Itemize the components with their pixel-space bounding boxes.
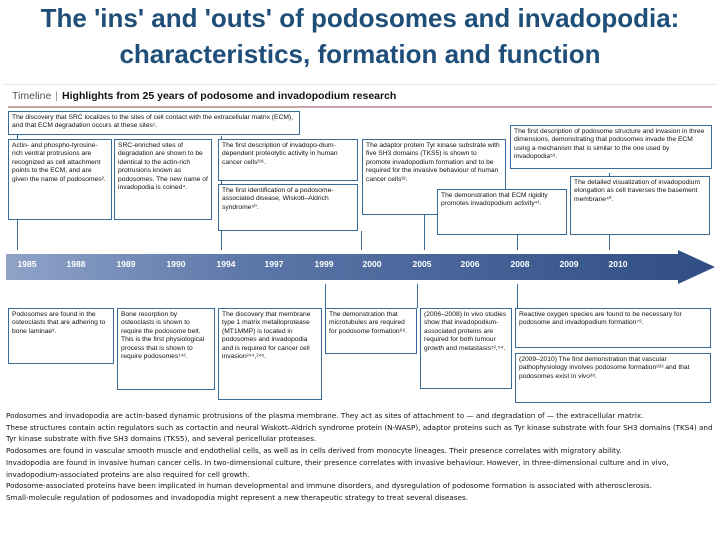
event-below-ros: Reactive oxygen species are found to be necessary for podosome and invadopodium formation⁷⁹.: [515, 308, 711, 348]
event-above-invadopodia-coined: SRC-enriched sites of degradation are shown to be identical to the actin-rich protrusions known as podosomes. The new name of invadopodia is coined⁴.: [114, 139, 212, 220]
year-label: 2010: [608, 259, 628, 269]
year-label: 1988: [66, 259, 86, 269]
timeline-heading-prefix: Timeline: [12, 90, 52, 102]
event-below-osteoclasts: Podosomes are found in the osteoclasts that are adhering to bone laminae³.: [8, 308, 114, 364]
event-above-3d-podosome: The first description of podosome structure and invasion in three dimensions, demonstrating that podosomes invade the ECM using a mechanism that is similar to the one used by invadopodia⁵³.: [510, 125, 712, 169]
key-points: [6, 410, 714, 504]
slide-title: [0, 0, 720, 72]
heading-rule: [8, 106, 712, 108]
year-label: 2000: [362, 259, 382, 269]
key-point: Podosomes and invadopodia are actin-based dynamic protrusions of the plasma membrane. They act as sites of attachment to — and degradation of — the extracellular matrix.: [6, 411, 644, 420]
year-label: 1999: [314, 259, 334, 269]
leader-line: [517, 235, 518, 250]
leader-line: [417, 284, 418, 308]
event-above-tks5: The adaptor protein Tyr kinase substrate with five SH3 domains (TKS5) is shown to promote invadopodium formation and to be required for the invasive behaviour of human cancer cells³².: [362, 139, 506, 215]
event-above-ecm-rigidity: The demonstration that ECM rigidity promotes invadopodium activity⁴¹.: [437, 189, 567, 235]
event-below-in-vivo-studies: (2006–2008) In vivo studies show that invadopodium-associated proteins are required for both tumour growth and metastasis⁵²,⁵⁴.: [420, 308, 512, 389]
year-label: 2008: [510, 259, 530, 269]
key-point: Podosome-associated proteins have been implicated in human developmental and immune disorders, and dysregulation of podosome formation is associated with atherosclerosis.: [6, 481, 652, 491]
event-above-wiskott-aldrich: The first identification of a podosome-associated disease, Wiskott–Aldrich syndrome⁵⁰.: [218, 184, 358, 231]
event-above-proteolytic-activity: The first description of invadopo-dium-dependent proteolytic activity in human cancer cells²³¹.: [218, 139, 358, 181]
year-label: 1994: [216, 259, 236, 269]
key-point: Small-molecule regulation of podosomes and invadopodia might represent a new therapeutic strategy to treat several diseases.: [6, 492, 469, 502]
event-above-podosomes-named: Actin- and phospho-tyrosine-rich ventral protrusions are recognized as cell attachment points to the ECM, and are given the name of podosomes².: [8, 139, 112, 220]
year-label: 1997: [264, 259, 284, 269]
year-label: 1990: [166, 259, 186, 269]
timeline-heading-separator: |: [55, 90, 59, 102]
year-label: 2006: [460, 259, 480, 269]
year-label: 1989: [116, 259, 136, 269]
key-point: These structures contain actin regulators such as cortactin and neural Wiskott–Aldrich syndrome protein (N-WASP), adaptor proteins such as Tyr kinase substrate with four SH3 domains (TKS4) and Tyr kinase substrate with five SH3 domains (TKS5), and several pericellular proteases.: [6, 422, 713, 444]
slide-title-line-1: The 'ins' and 'outs' of podosomes and invadopodia:: [40, 3, 680, 33]
year-label: 2005: [412, 259, 432, 269]
event-above-invadopodium-elongation: The detailed visualization of invadopodium elongation as cell traverses the basement membrane⁴⁰.: [570, 176, 710, 235]
event-below-microtubules: The demonstration that microtubules are required for podosome formation⁸⁸.: [325, 308, 417, 354]
event-below-bone-resorption: Bone resorption by osteoclasts is shown to require the podosome belt. This is the first physiological process that is shown to require podosomes¹⁴².: [117, 308, 215, 390]
year-label: 1985: [17, 259, 37, 269]
key-point: Invadopodia are found in invasive human cancer cells. In two-dimensional culture, their presence correlates with invasive behaviour. However, in three-dimensional culture and in vivo, invadopodium-associated proteins are also required for cell growth.: [6, 457, 669, 479]
timeline-heading: [12, 88, 396, 104]
event-above-src-ecm: The discovery that SRC localizes to the sites of cell contact with the extracellular matrix (ECM), and that ECM degradation occurs at these sites¹.: [8, 111, 300, 135]
event-below-vascular-podosomes: (2009–2010) The first demonstration that vascular pathophysiology involves podosome formation⁸²³ and that podosomes exist in vivo³⁸.: [515, 353, 711, 403]
timeline-figure: [4, 84, 716, 406]
slide-title-line-2: characteristics, formation and function: [119, 39, 601, 69]
leader-line: [517, 284, 518, 308]
timeline-heading-text: Highlights from 25 years of podosome and invadopodium research: [62, 90, 397, 102]
leader-line: [361, 231, 362, 250]
key-point: Podosomes are found in vascular smooth muscle and endothelial cells, as well as in cells derived from monocyte lineages. Their presence correlates with migratory ability.: [6, 446, 622, 456]
event-below-mt1mmp: The discovery that membrane type 1 matrix metalloprotease (MT1MMP) is located in podosomes and invadopodia and is required for cancer cell invasion²⁴⁴,²⁴⁵.: [218, 308, 322, 400]
year-label: 2009: [559, 259, 579, 269]
leader-line: [325, 284, 326, 308]
